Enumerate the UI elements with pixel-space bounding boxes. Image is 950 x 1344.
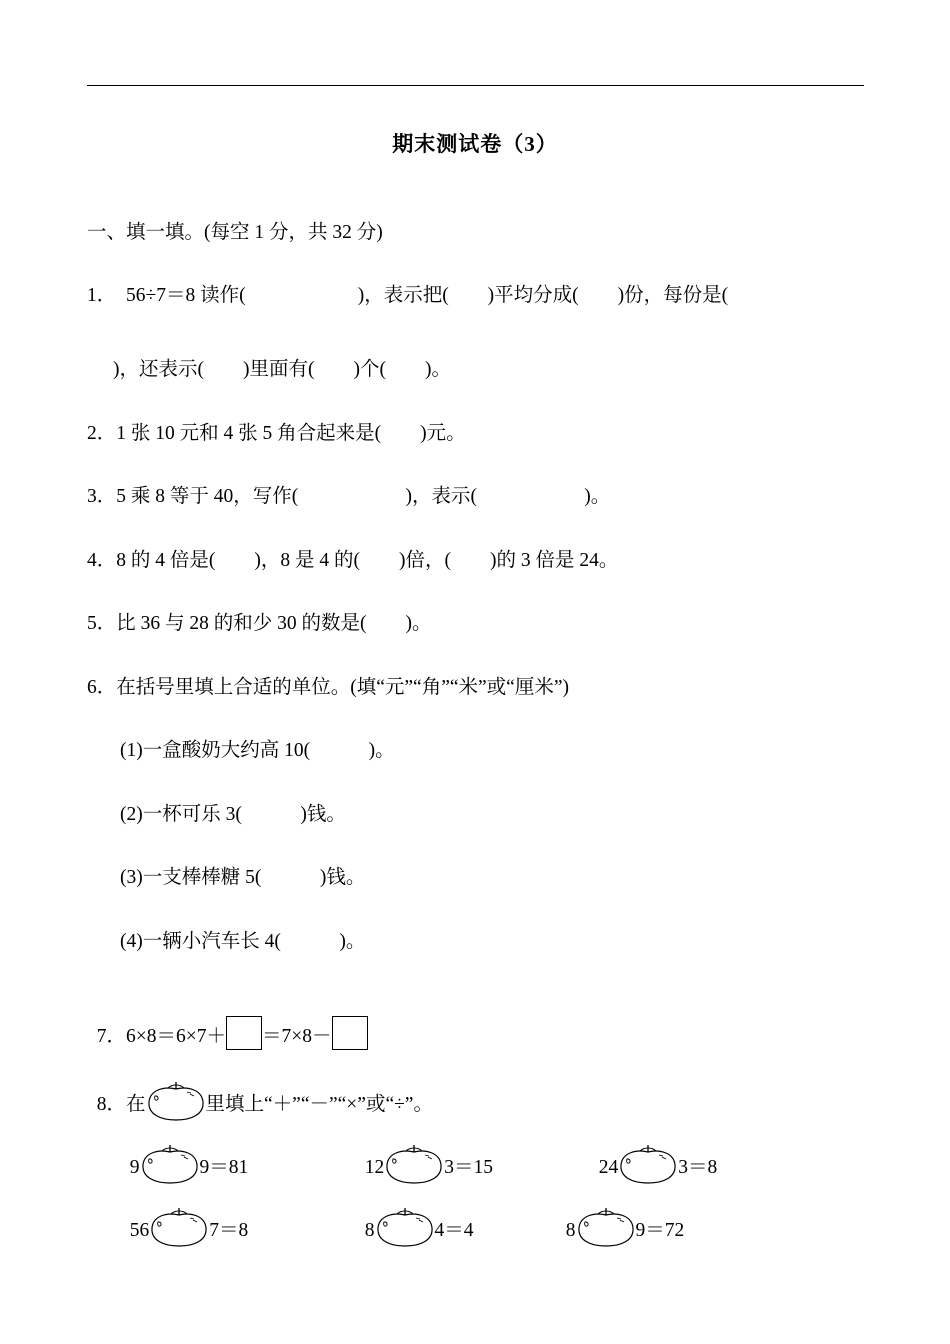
expression-5 bbox=[355, 1180, 474, 1248]
question-8-suffix: 里填上“＋”“－”“×”或“÷”。 bbox=[205, 1094, 433, 1115]
answer-box-1[interactable] bbox=[226, 1016, 262, 1050]
expression-1 bbox=[120, 1117, 248, 1185]
question-4: 4．8 的 4 倍是( )，8 是 4 的( )倍，( )的 3 倍是 24。 bbox=[87, 550, 619, 571]
expression-left: 9 bbox=[129, 1157, 140, 1178]
question-7-part-2: ＝7×8－ bbox=[262, 1026, 332, 1047]
expression-2 bbox=[355, 1117, 493, 1185]
question-6-item-2: (2)一杯可乐 3( )钱。 bbox=[120, 804, 346, 825]
tomato-answer-blank[interactable] bbox=[384, 1143, 444, 1185]
question-7 bbox=[87, 990, 368, 1050]
top-rule bbox=[87, 85, 864, 86]
tomato-answer-blank[interactable] bbox=[149, 1206, 209, 1248]
tomato-answer-blank[interactable] bbox=[576, 1206, 636, 1248]
expression-right: 9＝81 bbox=[199, 1157, 249, 1178]
tomato-answer-blank[interactable] bbox=[140, 1143, 200, 1185]
tomato-answer-blank[interactable] bbox=[375, 1206, 435, 1248]
question-3: 3．5 乘 8 等于 40，写作( )，表示( )。 bbox=[87, 486, 611, 507]
question-5: 5．比 36 与 28 的和少 30 的数是( )。 bbox=[87, 613, 432, 634]
expression-left: 12 bbox=[364, 1157, 385, 1178]
section-heading: 一、填一填。(每空 1 分，共 32 分) bbox=[87, 222, 383, 243]
expression-right: 9＝72 bbox=[635, 1220, 685, 1241]
expression-3 bbox=[589, 1117, 717, 1185]
expression-left: 8 bbox=[565, 1220, 576, 1241]
question-1-line-1: 1． 56÷7＝8 读作( )，表示把( )平均分成( )份，每份是( bbox=[87, 285, 729, 306]
question-6-item-4: (4)一辆小汽车长 4( )。 bbox=[120, 931, 366, 952]
tomato-answer-blank[interactable] bbox=[618, 1143, 678, 1185]
expression-left: 56 bbox=[129, 1220, 150, 1241]
question-7-part-1: 7．6×8＝6×7＋ bbox=[96, 1026, 226, 1047]
page-title: 期末测试卷（3） bbox=[392, 132, 558, 156]
expression-right: 4＝4 bbox=[434, 1220, 474, 1241]
expression-right: 3＝8 bbox=[678, 1157, 718, 1178]
question-6-item-1: (1)一盒酸奶大约高 10( )。 bbox=[120, 740, 395, 761]
question-6-item-3: (3)一支棒棒糖 5( )钱。 bbox=[120, 867, 366, 888]
question-6-stem: 6．在括号里填上合适的单位。(填“元”“角”“米”或“厘米”) bbox=[87, 677, 569, 698]
tomato-icon bbox=[146, 1080, 206, 1122]
question-8-stem bbox=[87, 1054, 433, 1122]
expression-right: 7＝8 bbox=[209, 1220, 249, 1241]
question-1-line-2: )，还表示( )里面有( )个( )。 bbox=[113, 359, 451, 380]
expression-right: 3＝15 bbox=[444, 1157, 494, 1178]
expression-4 bbox=[120, 1180, 248, 1248]
expression-6 bbox=[556, 1180, 684, 1248]
answer-box-2[interactable] bbox=[332, 1016, 368, 1050]
question-2: 2．1 张 10 元和 4 张 5 角合起来是( )元。 bbox=[87, 423, 466, 444]
expression-left: 24 bbox=[598, 1157, 619, 1178]
question-8-prefix: 8．在 bbox=[96, 1094, 146, 1115]
expression-left: 8 bbox=[364, 1220, 375, 1241]
